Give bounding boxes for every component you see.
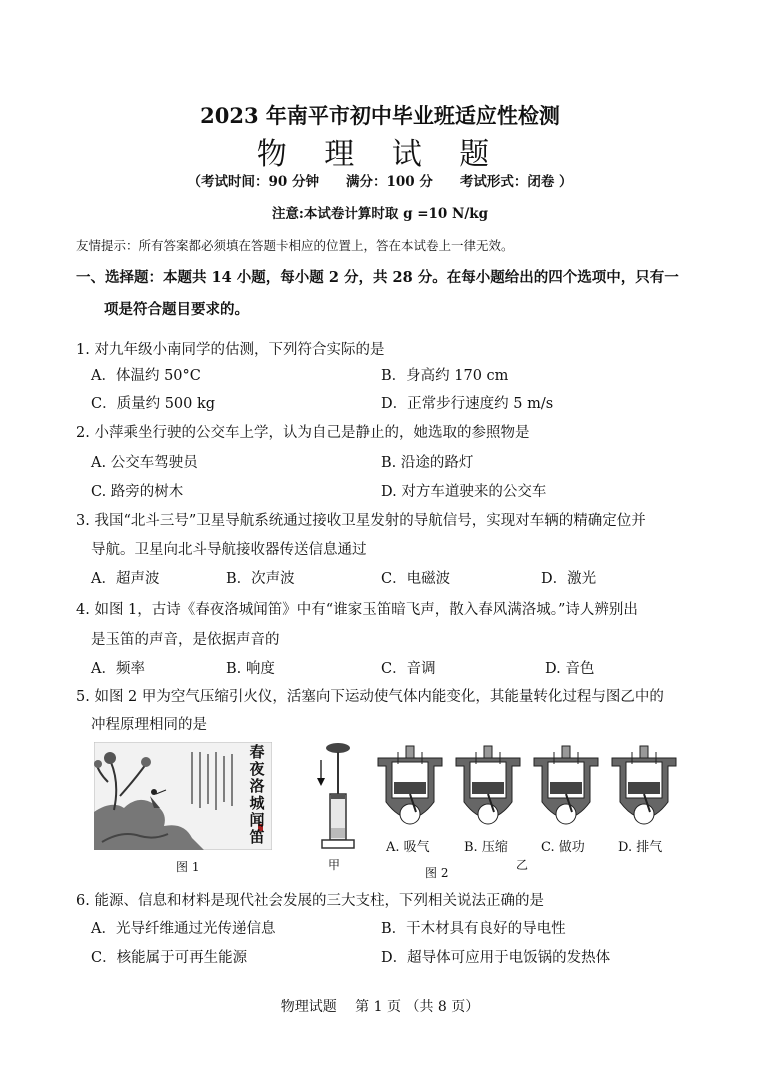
figure-1-caption: 图 1 (176, 860, 200, 874)
q1-option-b: B．身高约 170 cm (381, 368, 509, 384)
q6-option-a: A．光导纤维通过光传递信息 (91, 921, 276, 937)
jia-caption: 甲 (328, 858, 341, 872)
q1-option-d: D．正常步行速度约 5 m/s (381, 396, 554, 412)
question-5-cont: 冲程原理相同的是 (91, 717, 207, 733)
question-6: 6. 能源、信息和材料是现代社会发展的三大支柱，下列相关说法正确的是 (76, 893, 544, 909)
q3-option-d: D．激光 (541, 571, 597, 587)
engine-label-c: C. 做功 (541, 840, 585, 855)
section-heading-cont: 项是符合题目要求的。 (104, 301, 249, 318)
subject-title: 物 理 试 题 (256, 137, 504, 172)
figure-1-painting (94, 742, 272, 850)
page-footer: 物理试题 第 1 页 （共 8 页） (280, 999, 480, 1015)
question-1: 1. 对九年级小南同学的估测，下列符合实际的是 (76, 342, 385, 358)
exam-title: 2023 年南平市初中毕业班适应性检测 (200, 103, 560, 128)
question-2: 2. 小萍乘坐行驶的公交车上学，认为自己是静止的，她选取的参照物是 (76, 425, 530, 441)
q3-option-c: C．电磁波 (381, 571, 451, 587)
question-5: 5. 如图 2 甲为空气压缩引火仪，活塞向下运动使气体内能变化，其能量转化过程与图乙中的 (76, 689, 664, 705)
engine-label-d: D. 排气 (618, 840, 663, 855)
q4-option-c: C．音调 (381, 661, 436, 677)
question-4: 4. 如图 1，古诗《春夜洛城闻笛》中有“谁家玉笛暗飞声，散入春风满洛城。”诗人辨别出 (76, 602, 638, 618)
engine-label-b: B. 压缩 (464, 840, 508, 855)
engine-strokes-diagram (372, 742, 682, 838)
exam-meta: （考试时间：90 分钟 满分：100 分 考试形式：闭卷 ） (187, 174, 573, 190)
q3-option-b: B．次声波 (226, 571, 295, 587)
figure-2-caption: 图 2 (425, 866, 449, 880)
q4-option-a: A．频率 (91, 661, 145, 677)
question-3: 3. 我国“北斗三号”卫星导航系统通过接收卫星发射的导航信号，实现对车辆的精确定位并 (76, 513, 646, 529)
question-4-cont: 是玉笛的声音，是依据声音的 (91, 632, 280, 648)
q2-option-d: D. 对方车道驶来的公交车 (381, 484, 547, 500)
yi-caption: 乙 (516, 858, 529, 872)
q2-option-b: B. 沿途的路灯 (381, 455, 474, 471)
q3-option-a: A．超声波 (91, 571, 160, 587)
q2-option-a: A. 公交车驾驶员 (91, 455, 198, 471)
engine-label-a: A. 吸气 (386, 840, 430, 855)
q2-option-c: C. 路旁的树木 (91, 484, 184, 500)
friendly-tip: 友情提示：所有答案都必须填在答题卡相应的位置上，答在本试卷上一律无效。 (76, 238, 514, 253)
question-3-cont: 导航。卫星向北斗导航接收器传送信息通过 (91, 542, 367, 558)
q1-option-c: C．质量约 500 kg (91, 396, 216, 412)
section-heading: 一、选择题：本题共 14 小题，每小题 2 分，共 28 分。在每小题给出的四个选项中，只有一 (76, 269, 679, 286)
air-compression-igniter (314, 742, 364, 852)
q6-option-d: D．超导体可应用于电饭锅的发热体 (381, 950, 611, 966)
q4-option-d: D. 音色 (545, 661, 595, 677)
q1-option-a: A．体温约 50°C (91, 368, 201, 384)
engine-intake-stroke (378, 746, 442, 824)
q6-option-c: C．核能属于可再生能源 (91, 950, 248, 966)
fig1-poem-title: 春夜洛城闻笛 (249, 743, 265, 846)
q6-option-b: B．干木材具有良好的导电性 (381, 921, 566, 937)
q4-option-b: B. 响度 (226, 661, 275, 677)
calc-note: 注意:本试卷计算时取 g =10 N/kg (271, 206, 489, 222)
